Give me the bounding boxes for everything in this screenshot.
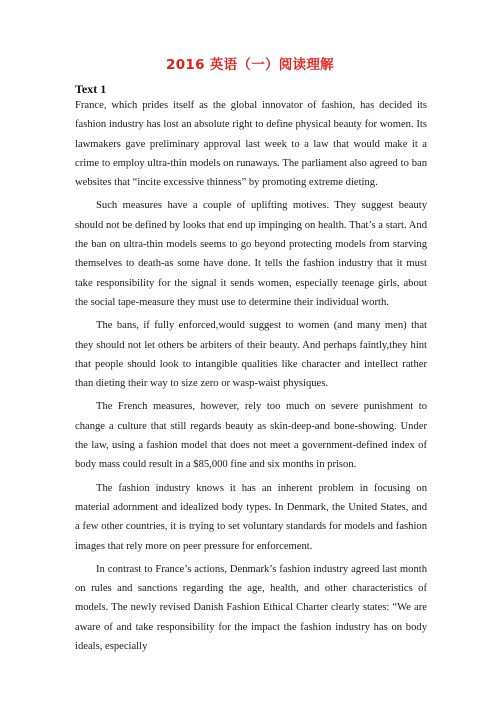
passage-body	[75, 96, 427, 660]
paragraph-1: France, which prides itself as the global innovator of fashion, has decided its fashion industry has lost an absolute right to define physical beauty for women. Its lawmakers gave preliminary approval last week to a law that would make it a crime to employ ultra-thin models on runaways. The parliament also agreed to ban websites that “incite excessive thinness” by promoting extreme dieting.	[75, 100, 427, 189]
section-heading: Text 1	[75, 82, 107, 96]
paragraph-4: The French measures, however, rely too much on severe punishment to change a culture that still regards beauty as skin-deep-and bone-showing. Under the law, using a fashion model that does not meet a government-defined index of body mass could result in a $85,000 fine and six months in prison.	[75, 401, 427, 471]
paragraph-6: In contrast to France’s actions, Denmark’s fashion industry agreed last month on rules and sanctions regarding the age, health, and other characteristics of models. The newly revised Danish Fashion Ethical Charter clearly states: “We are aware of and take responsibility for the impact the fashion industry has on body ideals, especially	[75, 563, 427, 653]
document-title: 2016 英语（一）阅读理解	[166, 57, 334, 73]
paragraph-2: Such measures have a couple of uplifting motives. They suggest beauty should not be defined by looks that end up impinging on health. That’s a start. And the ban on ultra-thin models seems to go beyond protecting models from starving themselves to death-as some have done. It tells the fashion industry that it must take responsibility for the signal it sends women, especially teenage girls, about the social tape-measure they must use to determine their individual worth.	[75, 200, 427, 308]
paragraph-3: The bans, if fully enforced,would suggest to women (and many men) that they should not let others be arbiters of their beauty. And perhaps faintly,they hint that people should look to intangible qualities like character and intellect rather than dieting their way to size zero or wasp-waist physiques.	[75, 320, 427, 390]
paragraph-5: The fashion industry knows it has an inherent problem in focusing on material adornment and idealized body types. In Denmark, the United States, and a few other countries, it is trying to set voluntary standards for models and fashion images that rely more on peer pressure for enforcement.	[75, 482, 427, 552]
